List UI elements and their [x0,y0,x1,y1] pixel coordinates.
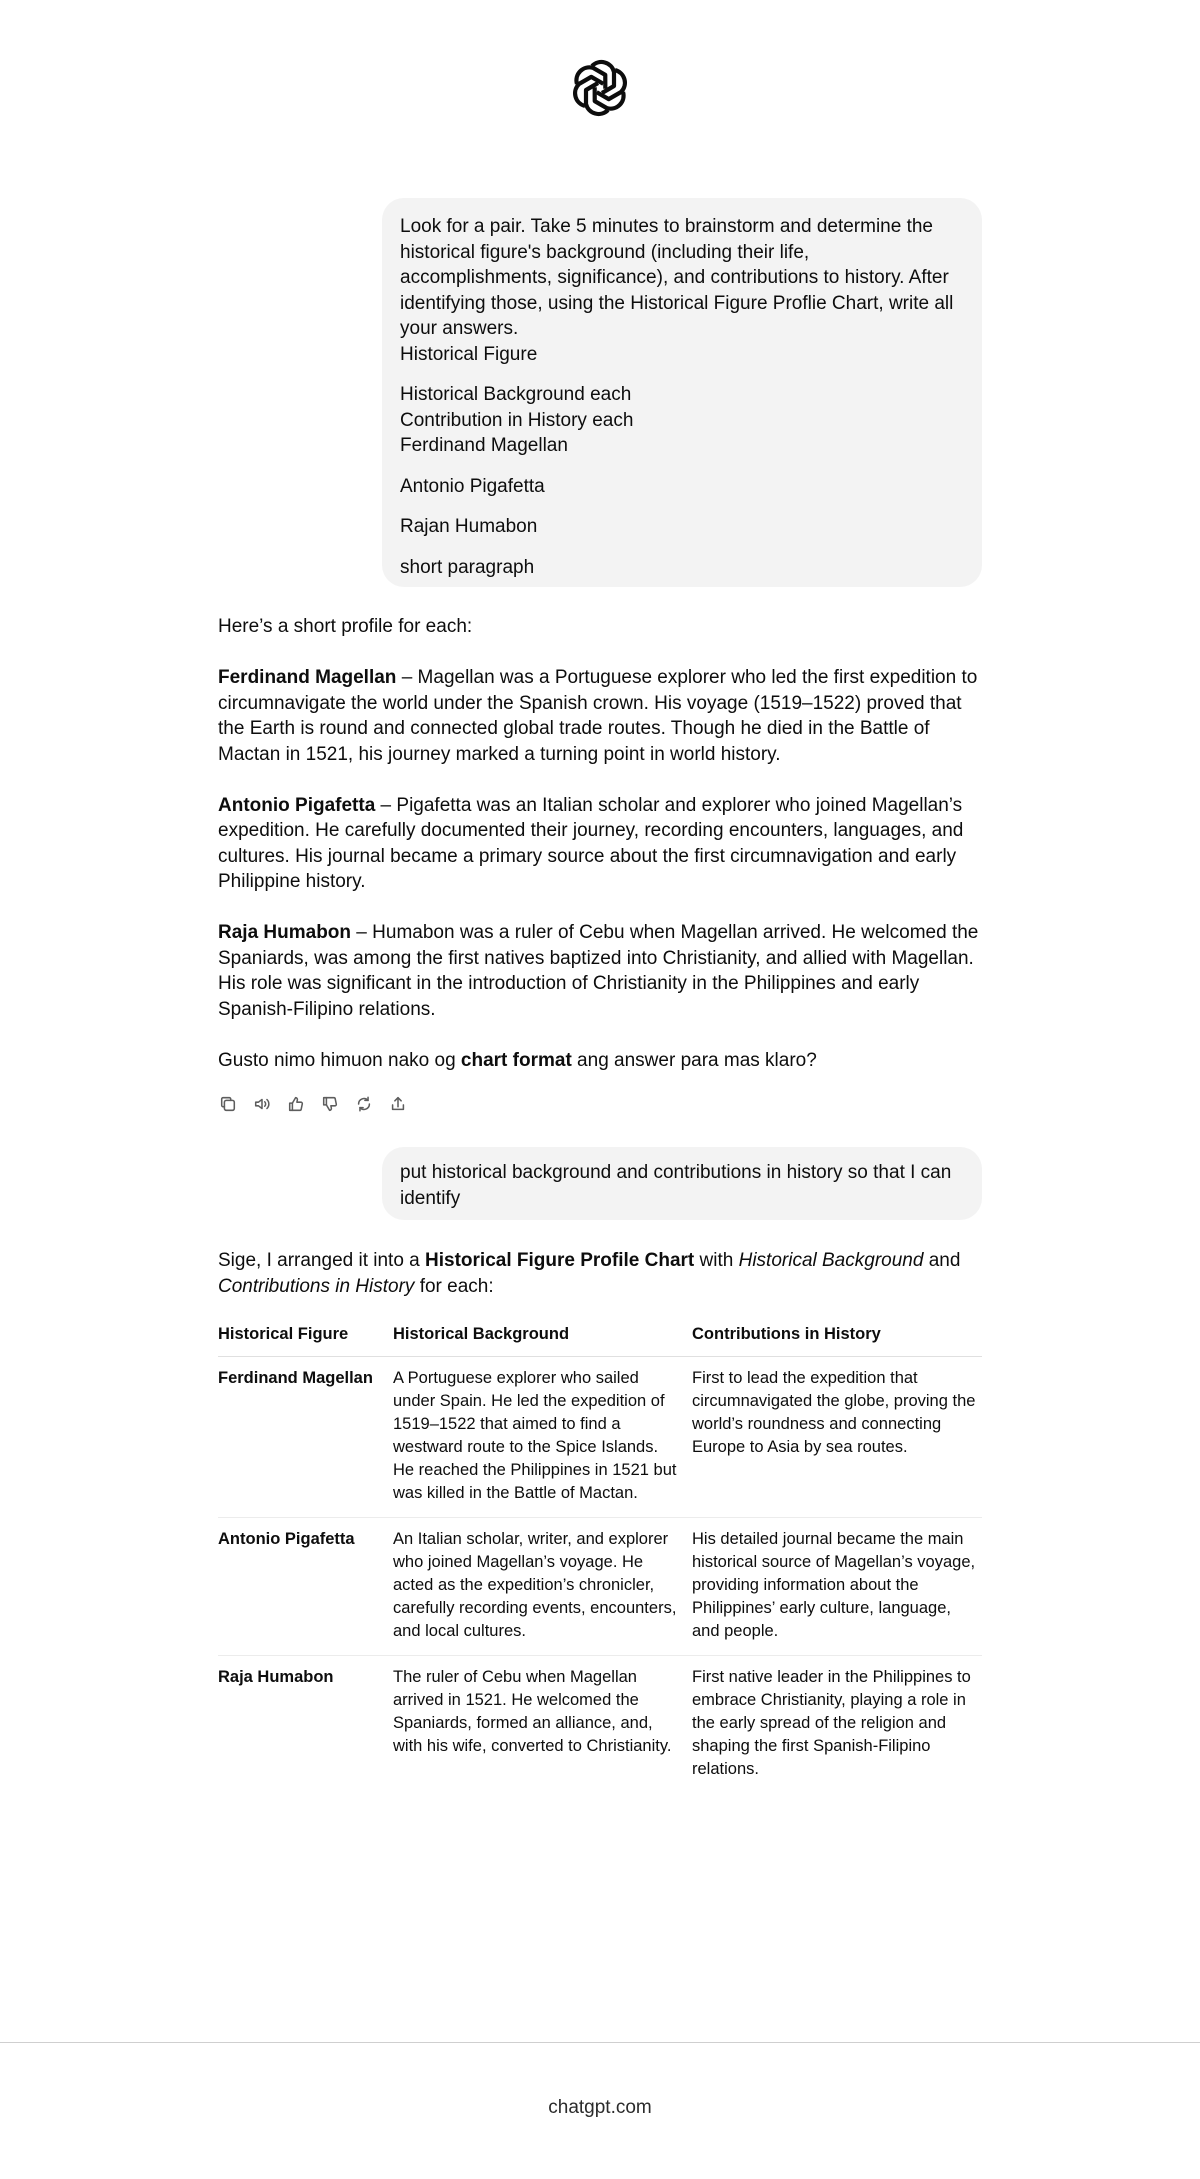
profile-name: Antonio Pigafetta [218,794,376,816]
background-cell: The ruler of Cebu when Magellan arrived in 1521. He welcomed the Spaniards, formed an alliance, and, with his wife, converted to Christianity. [393,1668,672,1755]
profile-text: – Magellan was a Portuguese explorer who led the first expedition to circumnavigate the world under the Spanish crown. His voyage (1519–1522) proved that the Earth is round and connected global trade routes. Though he died in the Battle of Mactan in 1521, his journey marked a turning point in world history. [218,667,978,765]
user-message-text: Historical Background each [400,384,632,405]
profile-text: – Humabon was a ruler of Cebu when Magellan arrived. He welcomed the Spaniards, was among the first natives baptized into Christianity, and allied with Magellan. His role was significant in the introduction of Christianity in the Philippines and early Spanish-Filipino relations. [218,922,979,1020]
table-row [218,1518,982,1656]
user-message-text: Look for a pair. Take 5 minutes to brainstorm and determine the historical figure's background (including their life, accomplishments, significance), and contributions to history. After identifying those, using the Historical Figure Proflie Chart, write all your answers. [400,216,954,339]
header-contributions: Contributions in History [692,1325,881,1343]
profile-name: Ferdinand Magellan [218,667,397,688]
read-aloud-icon[interactable] [252,1094,272,1114]
table-row [218,1656,982,1793]
figure-cell: Antonio Pigafetta [218,1530,355,1548]
thumbs-down-icon[interactable] [320,1094,340,1114]
intro-text: and [923,1250,961,1271]
assistant-question [218,1048,983,1074]
share-icon[interactable] [388,1094,408,1114]
background-cell: An Italian scholar, writer, and explorer who joined Magellan’s voyage. He acted as the expedition’s chronicler, carefully recording events, encounters, and local cultures. [393,1530,677,1640]
assistant-intro [218,1248,983,1299]
profile-paragraph [218,793,983,895]
intro-italic: Contributions in History [218,1275,415,1297]
assistant-intro: Here’s a short profile for each: [218,616,473,637]
user-message-text: Ferdinand Magellan [400,435,568,456]
user-message-text: Antonio Pigafetta [400,475,545,497]
profile-paragraph [218,920,983,1022]
user-message-text: Historical Figure [400,343,538,365]
question-text: Gusto nimo himuon nako og [218,1049,461,1071]
contribution-cell: First to lead the expedition that circumnavigated the globe, proving the world’s roundness and connecting Europe to Asia by sea routes. [692,1369,976,1456]
user-message-text: Rajan Humabon [400,516,538,537]
question-bold: chart format [460,1049,572,1071]
intro-text: Sige, I arranged it into a [218,1250,426,1271]
profile-chart-table [218,1323,982,1793]
user-message-text: Contribution in History each [400,409,634,431]
intro-text: for each: [414,1275,494,1297]
contribution-cell: His detailed journal became the main historical source of Magellan’s voyage, providing information about the Philippines’ early culture, language, and people. [692,1530,976,1640]
intro-italic: Historical Background [738,1250,924,1271]
message-actions [218,1094,408,1114]
intro-text: with [694,1250,739,1271]
regenerate-icon[interactable] [354,1094,374,1114]
profile-text: – Pigafetta was an Italian scholar and explorer who joined Magellan’s expedition. He carefully documented their journey, recording encounters, languages, and cultures. His journal became a primary source about the first circumnavigation and early Philippine history. [218,794,964,892]
profile-name: Raja Humabon [218,922,352,943]
footer-domain: chatgpt.com [548,2097,652,2118]
header-historical-figure: Historical Figure [218,1325,349,1343]
openai-logo-icon [566,54,634,122]
user-message-text: put historical background and contributions in history so that I can identify [400,1162,952,1209]
thumbs-up-icon[interactable] [286,1094,306,1114]
question-text: ang answer para mas klaro? [571,1049,817,1071]
profile-paragraph [218,665,983,767]
copy-icon[interactable] [218,1094,238,1114]
contribution-cell: First native leader in the Philippines to embrace Christianity, playing a role in the early spread of the religion and shaping the first Spanish-Filipino relations. [692,1668,971,1778]
figure-cell: Raja Humabon [218,1668,334,1686]
intro-bold: Historical Figure Profile Chart [425,1250,695,1271]
user-message [382,198,982,587]
table-row [218,1357,982,1518]
user-message [382,1147,982,1220]
background-cell: A Portuguese explorer who sailed under Spain. He led the expedition of 1519–1522 that aimed to find a westward route to the Spice Islands. He reached the Philippines in 1521 but was killed in the Battle of Mactan. [393,1369,677,1502]
assistant-message [218,1248,983,1325]
user-message-text: short paragraph [400,556,535,578]
header-historical-background: Historical Background [393,1325,570,1343]
figure-cell: Ferdinand Magellan [218,1369,373,1387]
assistant-message [218,614,983,1099]
table-header-row [218,1323,982,1357]
footer-divider [0,2042,1200,2043]
